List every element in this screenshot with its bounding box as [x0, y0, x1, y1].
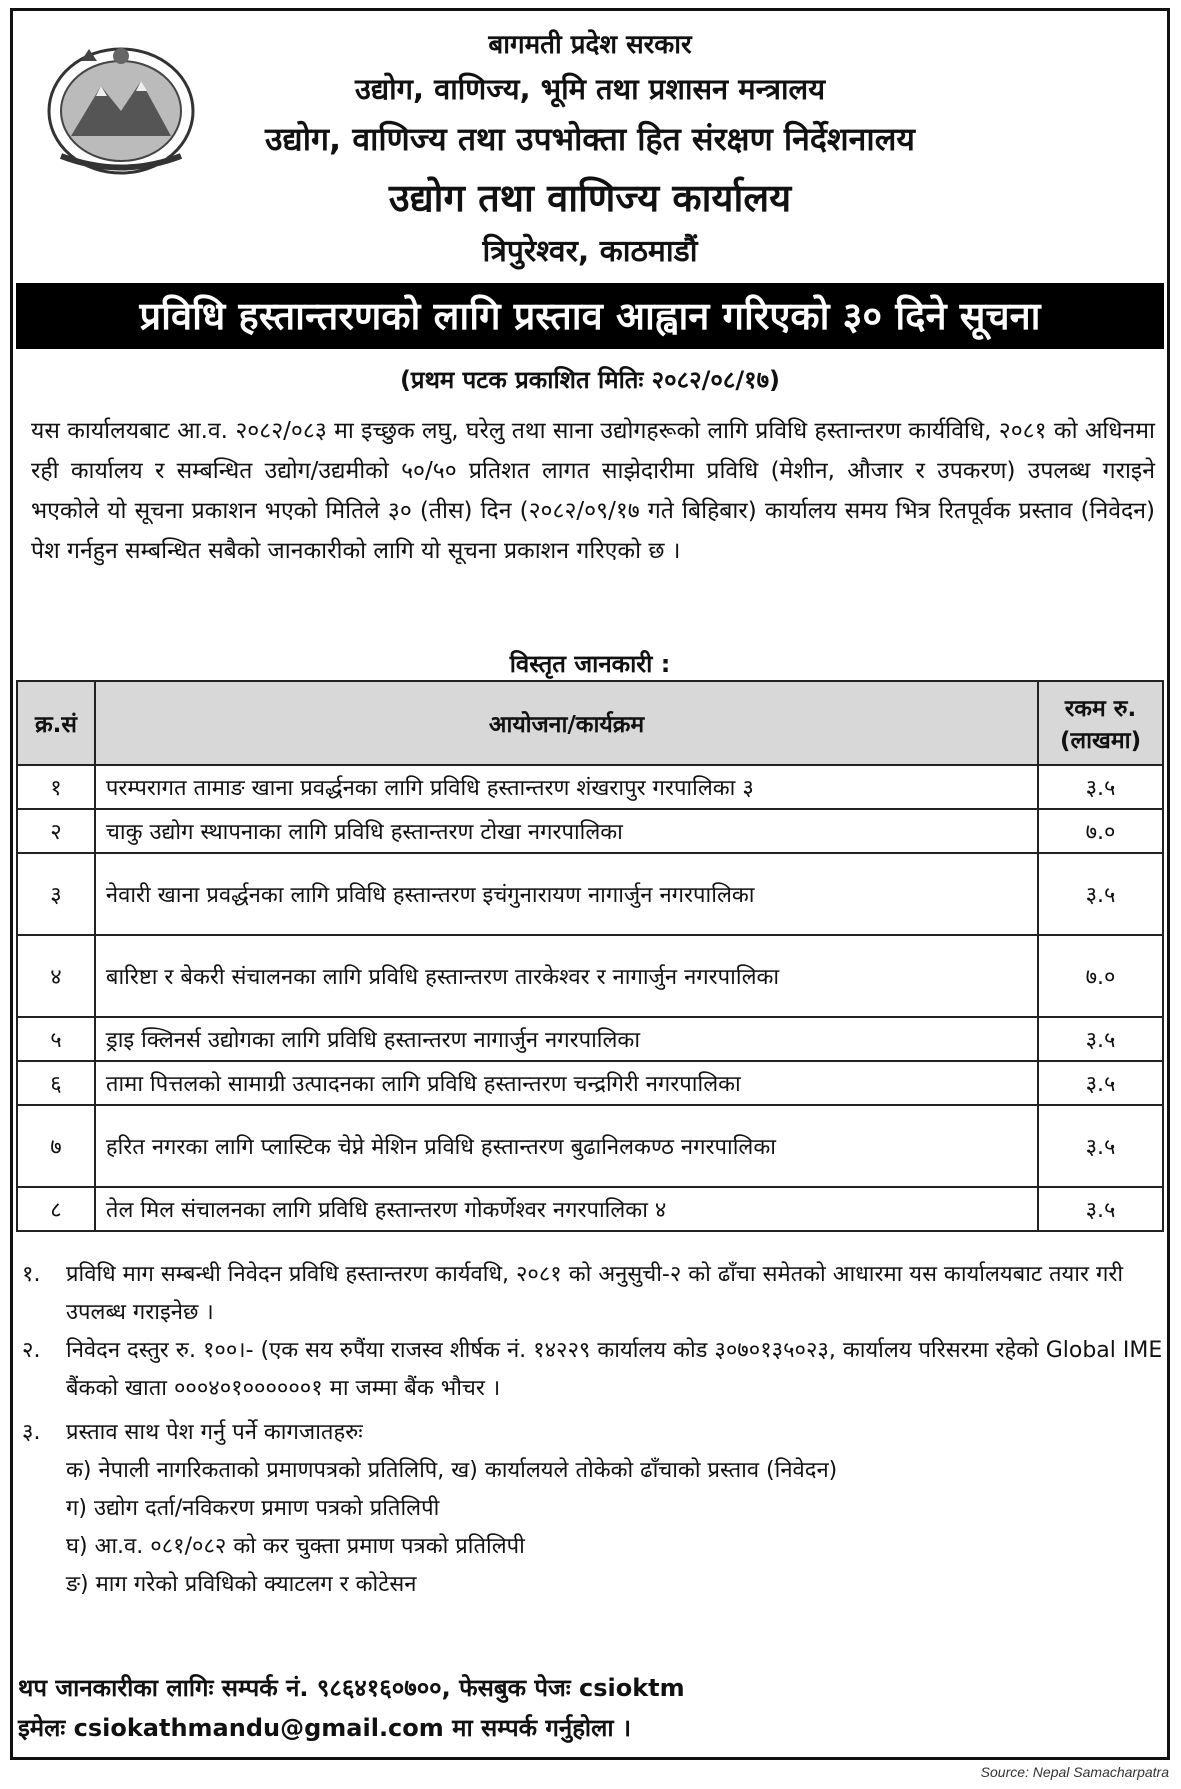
list-item: क) नेपाली नागरिकताको प्रमाणपत्रको प्रतिलिपि, ख) कार्यालयले तोकेको ढाँचाको प्रस्ताव (निवेदन)	[66, 1458, 838, 1483]
list-item: ग) उद्योग दर्ता/नविकरण प्रमाण पत्रको प्रतिलिपी	[66, 1496, 440, 1521]
row-sn: ७	[17, 1105, 95, 1187]
list-item: ङ) माग गरेको प्रविधिको क्याटलग र कोटेसन	[66, 1572, 417, 1597]
row-sn: ६	[17, 1061, 95, 1105]
note-2	[18, 1332, 1168, 1408]
row-project: परम्परागत तामाङ खाना प्रवर्द्धनका लागि प्रविधि हस्तान्तरण शंखरापुर गरपालिका ३	[95, 765, 1038, 809]
table-row	[17, 935, 1163, 1017]
header-line-province: बागमती प्रदेश सरकार	[488, 30, 692, 60]
note-3	[18, 1414, 1168, 1452]
document-list	[18, 1452, 1168, 1604]
contact-phone-line: थप जानकारीका लागिः सम्पर्क नं. ९८६४१६०७००, फेसबुक पेजः csioktm	[18, 1674, 685, 1702]
row-sn: २	[17, 809, 95, 853]
row-sn: ३	[17, 853, 95, 935]
row-project: तामा पित्तलको सामाग्री उत्पादनका लागि प्रविधि हस्तान्तरण चन्द्रगिरी नगरपालिका	[95, 1061, 1038, 1105]
contact-section	[18, 1668, 685, 1748]
note-2-number: २.	[22, 1338, 41, 1363]
header-project: आयोजना/कार्यक्रम	[95, 681, 1038, 765]
row-project: नेवारी खाना प्रवर्द्धनका लागि प्रविधि हस्तान्तरण इचंगुनारायण नागार्जुन नगरपालिका	[95, 853, 1038, 935]
table-row	[17, 1187, 1163, 1231]
detail-heading: विस्तृत जानकारी :	[509, 650, 671, 678]
note-1	[18, 1256, 1168, 1332]
row-amount: ३.५	[1038, 1061, 1163, 1105]
table-header-row	[17, 681, 1163, 765]
header-sn: क्र.सं	[17, 681, 95, 765]
project-table	[16, 680, 1164, 1232]
row-project: तेल मिल संचालनका लागि प्रविधि हस्तान्तरण गोकर्णेश्वर नगरपालिका ४	[95, 1187, 1038, 1231]
row-amount: ७.०	[1038, 935, 1163, 1017]
row-sn: ५	[17, 1017, 95, 1061]
row-project: हरित नगरका लागि प्लास्टिक चेप्ने मेशिन प्रविधि हस्तान्तरण बुढानिलकण्ठ नगरपालिका	[95, 1105, 1038, 1187]
note-1-text: प्रविधि माग सम्बन्धी निवेदन प्रविधि हस्तान्तरण कार्यवधि, २०८१ को अनुसुची-२ को ढाँचा समेतको आधारमा यस कार्यालयबाट तयार गरी उपलब्ध गराइनेछ ।	[66, 1262, 1124, 1325]
table-row	[17, 1105, 1163, 1187]
row-project: चाकु उद्योग स्थापनाका लागि प्रविधि हस्तान्तरण टोखा नगरपालिका	[95, 809, 1038, 853]
row-amount: ३.५	[1038, 853, 1163, 935]
row-sn: ४	[17, 935, 95, 1017]
header-line-directorate: उद्योग, वाणिज्य तथा उपभोक्ता हित संरक्षण निर्देशनालय	[265, 120, 915, 158]
note-3-text: प्रस्ताव साथ पेश गर्नु पर्ने कागजातहरुः	[66, 1420, 363, 1445]
row-amount: ३.५	[1038, 1017, 1163, 1061]
source-credit: Source: Nepal Samacharpatra	[980, 1764, 1169, 1780]
note-3-number: ३.	[22, 1420, 41, 1445]
notice-header	[13, 11, 1167, 273]
row-sn: १	[17, 765, 95, 809]
intro-paragraph: यस कार्यालयबाट आ.व. २०८२/०८३ मा इच्छुक लघु, घरेलु तथा साना उद्योगहरूको लागि प्रविधि हस्तान्तरण कार्यविधि, २०८१ को अधिनमा रही कार्यालय र सम्बन्धित उद्योग/उद्यमीको ५०/५० प्रतिशत लागत साझेदारीमा प्रविधि (मेशीन, औजार र उपकरण) उपलब्ध गराइने भएकोले यो सूचना प्रकाशन भएको मितिले ३० (तीस) दिन (२०८२/०९/१७ गते बिहिबार) कार्यालय समय भित्र रितपूर्वक प्रस्ताव (निवेदन) पेश गर्नहुन सम्बन्धित सबैको जानकारीको लागि यो सूचना प्रकाशन गरिएको छ ।	[31, 418, 1155, 564]
table-row	[17, 1061, 1163, 1105]
table-row	[17, 1017, 1163, 1061]
table-row	[17, 853, 1163, 935]
row-project: बारिष्टा र बेकरी संचालनका लागि प्रविधि हस्तान्तरण तारकेश्वर र नागार्जुन नगरपालिका	[95, 935, 1038, 1017]
row-project: ड्राइ क्लिनर्स उद्योगका लागि प्रविधि हस्तान्तरण नागार्जुन नगरपालिका	[95, 1017, 1038, 1061]
contact-email-line: इमेलः csiokathmandu@gmail.com मा सम्पर्क गर्नुहोला ।	[18, 1714, 632, 1742]
row-sn: ८	[17, 1187, 95, 1231]
table-row	[17, 765, 1163, 809]
header-line-address: त्रिपुरेश्वर, काठमाडौं	[482, 234, 698, 269]
list-item: घ) आ.व. ०८१/०८२ को कर चुक्ता प्रमाण पत्रको प्रतिलिपी	[66, 1534, 525, 1559]
row-amount: ३.५	[1038, 1187, 1163, 1231]
header-amount: रकम रु. (लाखमा)	[1038, 681, 1163, 765]
table-row	[17, 809, 1163, 853]
nepal-emblem-icon	[41, 41, 201, 181]
note-1-number: १.	[22, 1262, 41, 1287]
header-line-ministry: उद्योग, वाणिज्य, भूमि तथा प्रशासन मन्त्रालय	[354, 72, 826, 106]
row-amount: ३.५	[1038, 765, 1163, 809]
notes-section	[18, 1256, 1168, 1604]
header-line-office: उद्योग तथा वाणिज्य कार्यालय	[388, 176, 792, 220]
note-2-text: निवेदन दस्तुर रु. १००।- (एक सय रुपैंया राजस्व शीर्षक नं. १४२२९ कार्यालय कोड ३०७०१३५०२३, कार्यालय परिसरमा रहेको Global IME बैंकको खाता ०००४०१००००००१ मा जम्मा बैंक भौचर ।	[66, 1338, 1163, 1401]
row-amount: ७.०	[1038, 809, 1163, 853]
notice-title-banner: प्रविधि हस्तान्तरणको लागि प्रस्ताव आह्वान गरिएको ३० दिने सूचना	[16, 283, 1164, 349]
row-amount: ३.५	[1038, 1105, 1163, 1187]
publication-date: (प्रथम पटक प्रकाशित मितिः २०८२/०८/१७)	[399, 366, 781, 394]
